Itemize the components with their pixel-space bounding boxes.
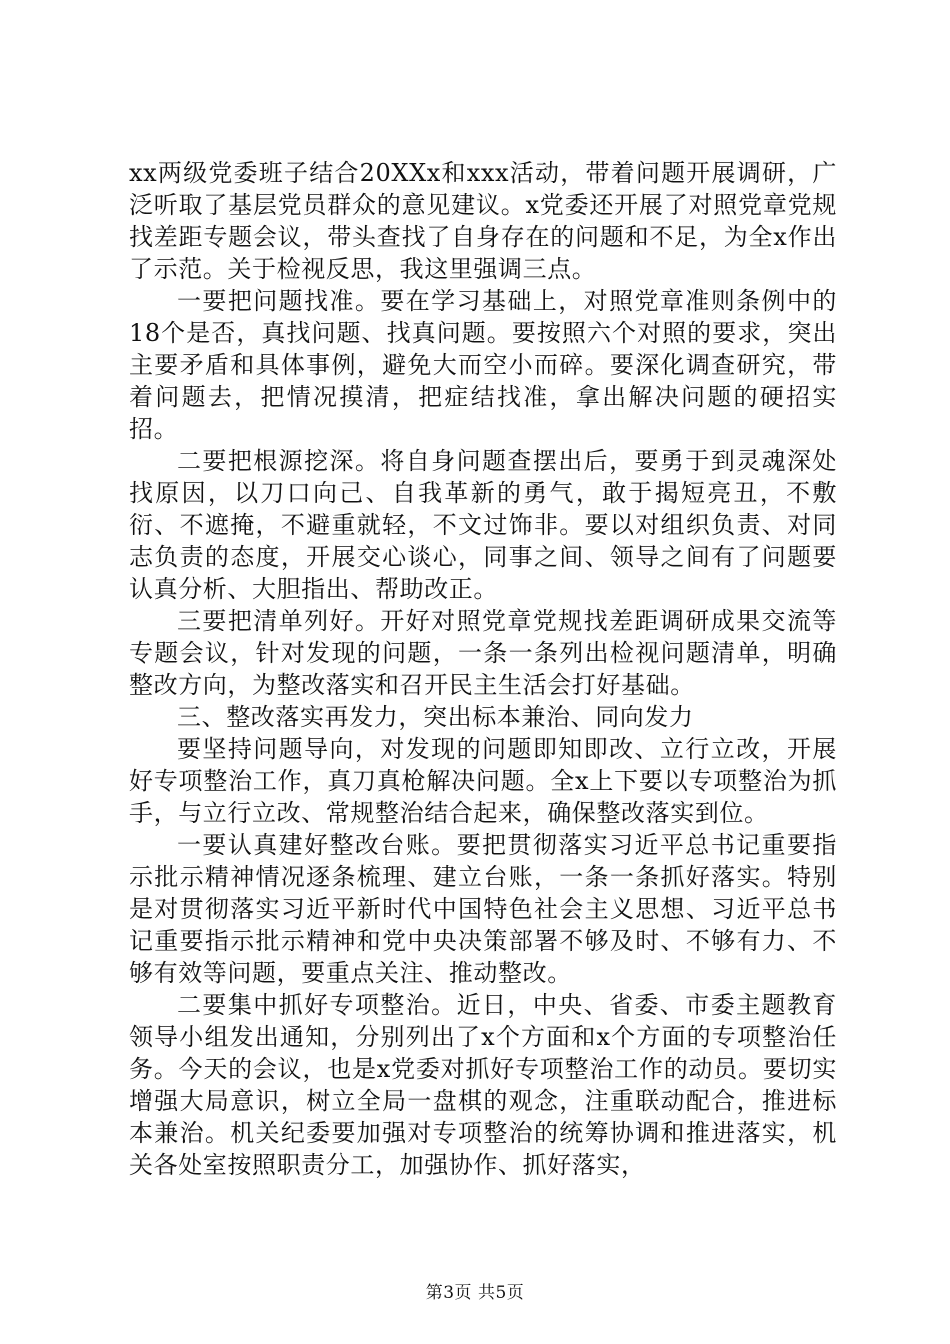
paragraph-4: 三要把清单列好。开好对照党章党规找差距调研成果交流等专题会议，针对发现的问题，一条一条列出检视问题清单，明确整改方向，为整改落实和召开民主生活会打好基础。: [129, 607, 837, 699]
section-heading: 三、整改落实再发力，突出标本兼治、同向发力: [177, 703, 694, 731]
paragraph-3: 二要把根源挖深。将自身问题查摆出后，要勇于到灵魂深处找原因，以刀口向己、自我革新的勇气，敢于揭短亮丑，不敷衍、不遮掩，不避重就轻，不文过饰非。要以对组织负责、对同志负责的态度，开展交心谈心，同事之间、领导之间有了问题要认真分析、大胆指出、帮助改正。: [129, 447, 837, 603]
paragraph-7: 一要认真建好整改台账。要把贯彻落实习近平总书记重要指示批示精神情况逐条梳理、建立台账，一条一条抓好落实。特别是对贯彻落实习近平新时代中国特色社会主义思想、习近平总书记重要指示批示精神和党中央决策部署不够及时、不够有力、不够有效等问题，要重点关注、推动整改。: [129, 831, 837, 987]
paragraph-1: xx两级党委班子结合20XXx和xxx活动，带着问题开展调研，广泛听取了基层党员群众的意见建议。x党委还开展了对照党章党规找差距专题会议，带头查找了自身存在的问题和不足，为全x作出了示范。关于检视反思，我这里强调三点。: [129, 159, 837, 283]
paragraph-6: 要坚持问题导向，对发现的问题即知即改、立行立改，开展好专项整治工作，真刀真枪解决问题。全x上下要以专项整治为抓手，与立行立改、常规整治结合起来，确保整改落实到位。: [129, 735, 837, 827]
document-body: [129, 157, 837, 1181]
paragraph-2: 一要把问题找准。要在学习基础上，对照党章准则条例中的18个是否，真找问题、找真问题。要按照六个对照的要求，突出主要矛盾和具体事例，避免大而空小而碎。要深化调查研究，带着问题去，把情况摸清，把症结找准，拿出解决问题的硬招实招。: [129, 287, 837, 443]
page-number: 第3页 共5页: [425, 1283, 525, 1303]
paragraph-8: 二要集中抓好专项整治。近日，中央、省委、市委主题教育领导小组发出通知，分别列出了x个方面和x个方面的专项整治任务。今天的会议，也是x党委对抓好专项整治工作的动员。要切实增强大局意识，树立全局一盘棋的观念，注重联动配合，推进标本兼治。机关纪委要加强对专项整治的统筹协调和推进落实，机关各处室按照职责分工，加强协作、抓好落实，: [129, 991, 837, 1179]
